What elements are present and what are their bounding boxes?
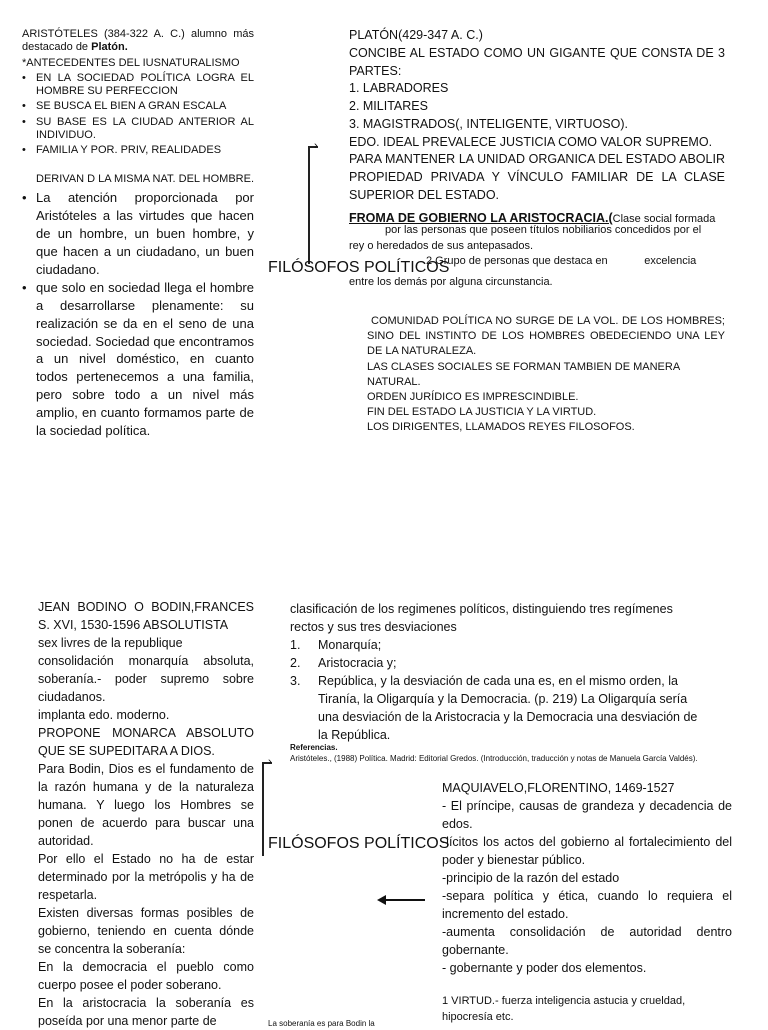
platon-part: 2. MILITARES [349, 99, 428, 113]
bodino-block [38, 598, 254, 1030]
platon-forma-note-3: entre los demás por alguna circunstancia. [349, 276, 553, 288]
platon-intro: CONCIBE AL ESTADO COMO UN GIGANTE QUE CONSTA DE 3 PARTES: [349, 45, 725, 78]
aristoteles-small-bullets [22, 72, 254, 157]
top-bracket [308, 146, 318, 264]
bodino-line: implanta edo. moderno. [38, 708, 170, 722]
list-item: • FAMILIA Y POR. PRIV, REALIDADES [22, 143, 222, 156]
bodino-line: Para Bodin, Dios es el fundamento de la razón humana y de la naturaleza humana. Y luego los Hombres se ponen de acuerdo para buscar una autoridad. [38, 762, 254, 848]
list-item: • que solo en sociedad llega el hombre a desarrollarse plenamente: su realización se da en el seno de una sociedad. Sociedad que encontramos a un nivel doméstico, en cuanto todos pertenecemos a una familia, pero sobre todo a un nivel más amplio, en cuanto formamos parte de la sociedad política. [22, 279, 254, 439]
bodino-line: Existen diversas formas posibles de gobierno, teniendo en cuenta dónde se concentra la soberanía: [38, 906, 254, 956]
bodino-line: PROPONE MONARCA ABSOLUTO QUE SE SUPEDITARA A DIOS. [38, 726, 254, 758]
list-item: LAS CLASES SOCIALES SE FORMAN TAMBIEN DE MANERA NATURAL. [367, 360, 680, 388]
list-item: 3. República, y la desviación de cada una es, en el mismo orden, la Tiranía, la Oligarquía y la Democracia. (p. 219) La Oligarquía sería una desviación de la Aristocracia y la Democracia una desviación de la República. [290, 674, 698, 742]
aristoteles-deriv: DERIVAN D LA MISMA NAT. DEL HOMBRE. [36, 173, 255, 185]
list-item: ORDEN JURÍDICO ES IMPRESCINDIBLE. [367, 390, 579, 403]
bodino-line: En la democracia el pueblo como cuerpo posee el poder soberano. [38, 960, 254, 992]
list-item: • SU BASE ES LA CIUDAD ANTERIOR AL INDIVIDUO. [22, 115, 254, 141]
list-item: FIN DEL ESTADO LA JUSTICIA Y LA VIRTUD. [367, 406, 597, 419]
list-item: 1. Monarquía; [290, 638, 382, 652]
clasificacion-intro: clasificación de los regimenes políticos, distinguiendo tres regímenes rectos y sus tres desviaciones [290, 602, 673, 634]
references-label: Referencias. [290, 743, 338, 752]
references [290, 743, 710, 765]
platon-ideal: EDO. IDEAL PREVALECE JUSTICIA COMO VALOR SUPREMO. [349, 134, 713, 149]
bodino-line: En la aristocracia la soberanía es poseída por una menor parte de [38, 996, 254, 1028]
aristoteles-large-bullets [22, 189, 254, 440]
list-item: 2. Aristocracia y; [290, 656, 397, 670]
maquiavelo-line: -principio de la razón del estado [442, 871, 620, 885]
maquiavelo-virtud: 1 VIRTUD.- fuerza inteligencia astucia y crueldad, hipocresía etc. [442, 995, 686, 1023]
page-title-bottom: FILÓSOFOS POLÍTICOS [268, 835, 450, 852]
platon-title: PLATÓN(429-347 A. C.) [349, 28, 483, 42]
platon-community [367, 314, 725, 435]
aristoteles-heading: ARISTÓTELES (384-322 A. C.) alumno más destacado de Platón. [22, 28, 254, 54]
maquiavelo-line: - El príncipe, causas de grandeza y decadencia de edos. [442, 799, 732, 831]
platon-part: 3. MAGISTRADOS(, INTELIGENTE, VIRTUOSO). [349, 116, 628, 131]
clasificacion-block [290, 600, 710, 744]
platon-forma-note: por las personas que poseen títulos nobiliarios concedidos por el rey o heredados de sus antepasados. [349, 224, 702, 252]
maquiavelo-block [442, 779, 732, 977]
maquiavelo-line: -aumenta consolidación de autoridad dentro gobernante. [442, 925, 732, 957]
list-item: • La atención proporcionada por Aristóteles a las virtudes que hacen de un hombre, un buen hombre, y que hacen a un ciudadano, un buen ciudadano. [22, 190, 254, 277]
platon-unity: PARA MANTENER LA UNIDAD ORGANICA DEL ESTADO ABOLIR PROPIEDAD PRIVADA Y VÍNCULO FAMILIAR DE LA CLASE SUPERIOR DEL ESTADO. [349, 152, 725, 202]
bottom-bracket-arrow: › [268, 756, 272, 768]
platon-part: 1. LABRADORES [349, 81, 449, 96]
maquiavelo-line: -separa política y ética, cuando lo requiera el incremento del estado. [442, 889, 732, 921]
platon-forma: FROMA DE GOBIERNO LA ARISTOCRACIA.(Clase social formada [349, 211, 716, 225]
maquiavelo-title: MAQUIAVELO,FLORENTINO, 1469-1527 [442, 781, 675, 795]
platon-block [349, 27, 725, 205]
bodino-title: JEAN BODINO O BODIN,FRANCES S. XVI, 1530-1596 ABSOLUTISTA [38, 600, 254, 632]
bodino-line: consolidación monarquía absoluta, soberanía.- poder supremo sobre ciudadanos. [38, 654, 254, 704]
page-title-top: FILÓSOFOS POLÍTICOS [268, 259, 450, 276]
references-text: Aristóteles., (1988) Política. Madrid: Editorial Gredos. (Introducción, traducción y notas de Manuela García Valdés). [290, 753, 698, 763]
bodino-line: sex livres de la republique [38, 636, 183, 650]
platon-forma-note-2: 2 Grupo de personas que destaca en excelencia [426, 255, 697, 267]
list-item: LOS DIRIGENTES, LLAMADOS REYES FILOSOFOS. [367, 421, 635, 434]
top-bracket-arrow: › [314, 140, 318, 152]
bodino-line: Por ello el Estado no ha de estar determinado por la metrópolis y ha de respetarla. [38, 852, 254, 902]
left-arrow-icon [377, 893, 427, 907]
maquiavelo-line: - gobernante y poder dos elementos. [442, 961, 647, 975]
list-item: • SE BUSCA EL BIEN A GRAN ESCALA [22, 100, 227, 113]
aristoteles-subheading: *ANTECEDENTES DEL IUSNATURALISMO [22, 57, 240, 69]
list-item: • EN LA SOCIEDAD POLÍTICA LOGRA EL HOMBRE SU PERFECCION [22, 72, 254, 98]
bottom-fragment: La soberanía es para Bodin la [268, 1019, 375, 1028]
maquiavelo-line: -lícitos los actos del gobierno al fortalecimiento del poder y bienestar público. [442, 835, 732, 867]
list-item: COMUNIDAD POLÍTICA NO SURGE DE LA VOL. DE LOS HOMBRES; SINO DEL INSTINTO DE LOS HOMBRES OBEDECIENDO UNA LEY DE LA NATURALEZA. [367, 315, 725, 358]
